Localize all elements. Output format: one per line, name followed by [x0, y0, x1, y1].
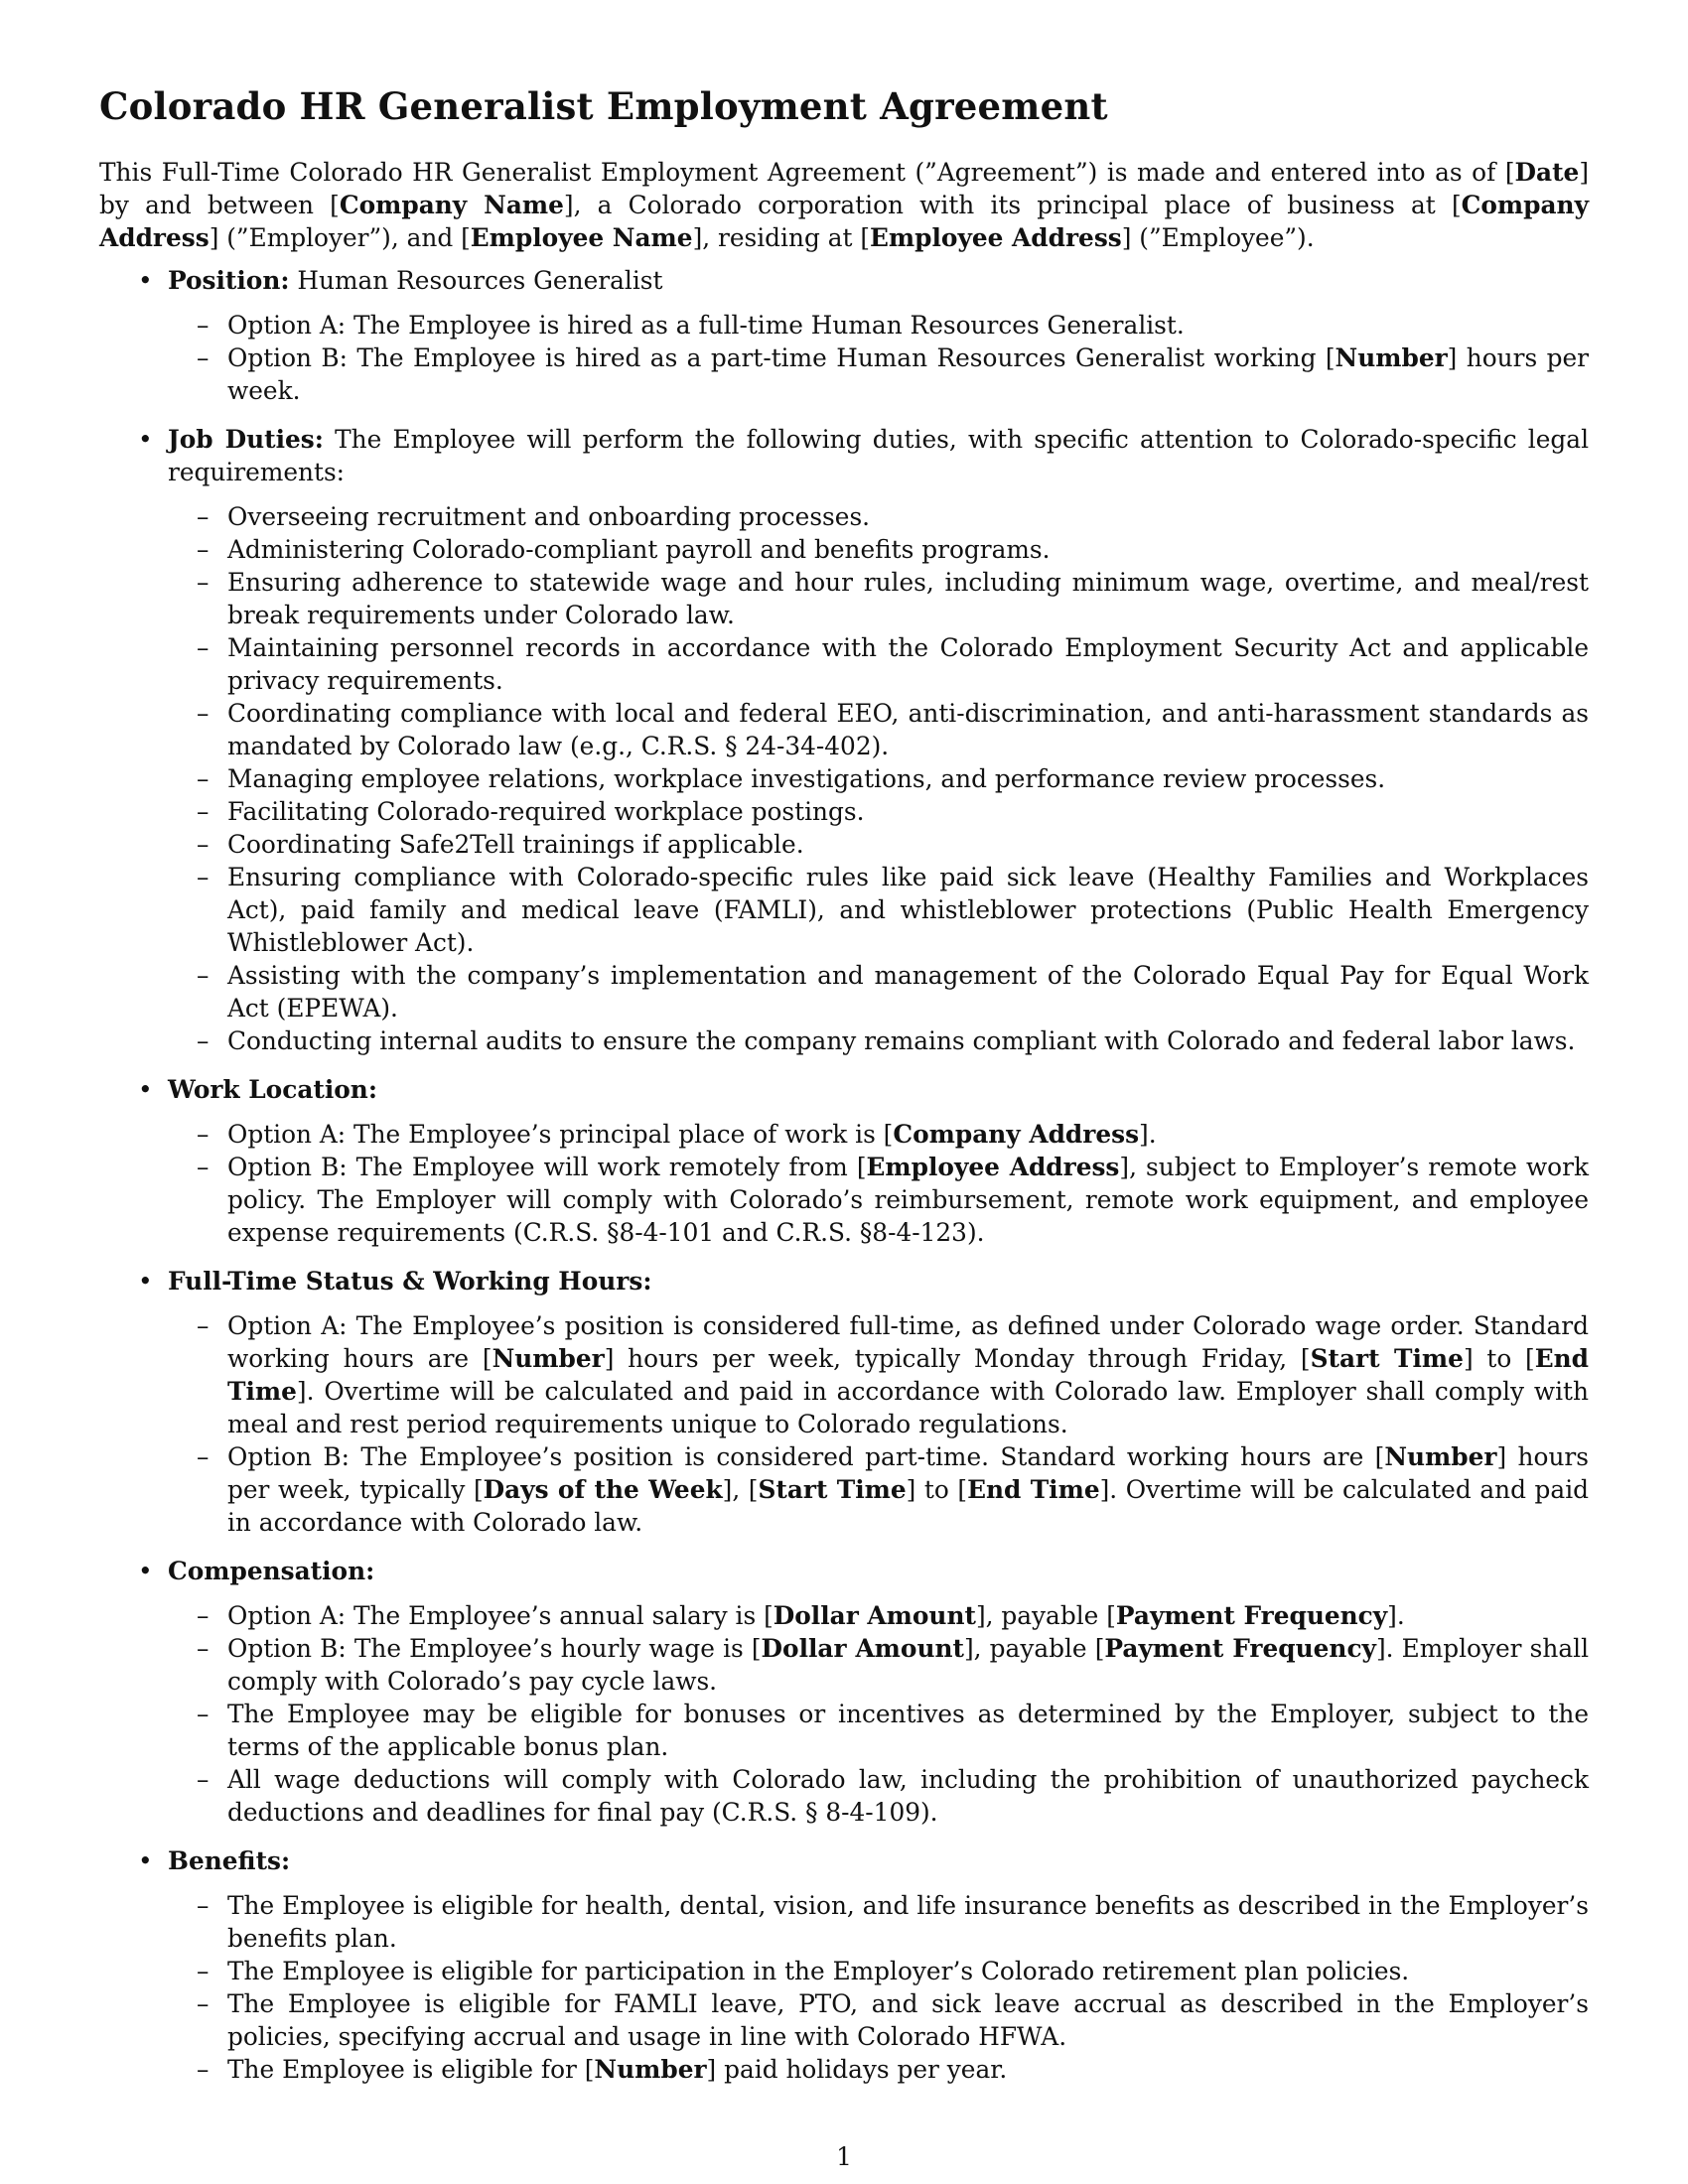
placeholder-days-of-week: Days of the Week: [483, 1475, 723, 1504]
placeholder-company-address: Company Address: [99, 191, 1589, 252]
list-item-text: Facilitating Colorado-required workplace postings.: [227, 797, 865, 826]
list-item-text: ].: [1139, 1120, 1157, 1149]
list-item: [168, 341, 1589, 407]
dash-icon: –: [197, 1891, 210, 1920]
placeholder-employee-address: Employee Address: [870, 223, 1122, 252]
intro-text: ], a Colorado corporation with its principal place of business at [: [563, 191, 1462, 219]
section-working-hours: [99, 1265, 1589, 1539]
dash-icon: –: [197, 633, 210, 662]
list-item-text: The Employee is eligible for participation in the Employer’s Colorado retirement plan policies.: [227, 1957, 1410, 1985]
section-heading-line: [168, 1844, 1589, 1877]
dash-icon: –: [197, 1153, 210, 1181]
list-item-text: All wage deductions will comply with Colorado law, including the prohibition of unauthorized paycheck deductions and deadlines for final pay (C.R.S. § 8-4-109).: [227, 1765, 1589, 1827]
bullet-icon: •: [138, 1557, 153, 1585]
placeholder-company-name: Company Name: [339, 191, 564, 219]
intro-text: ] by and between [: [99, 158, 1589, 219]
placeholder-end-time: End Time: [227, 1344, 1589, 1406]
list-item-text: ] paid holidays per year.: [706, 2055, 1008, 2084]
section-heading-line: [168, 423, 1589, 488]
list-item-text: Assisting with the company’s implementation and management of the Colorado Equal Pay for Equal Work Act (EPEWA).: [227, 961, 1589, 1023]
list-item-text: Option B: The Employee’s hourly wage is [: [227, 1634, 762, 1663]
document-page: [99, 84, 1589, 2102]
list-item: [168, 795, 1589, 828]
dash-icon: –: [197, 2055, 210, 2084]
list-item-text: Option A: The Employee is hired as a full-time Human Resources Generalist.: [227, 311, 1185, 340]
list-item-text: ]. Overtime will be calculated and paid in accordance with Colorado law. Employer shall comply with meal and rest period requirements unique to Colorado regulations.: [227, 1377, 1589, 1438]
placeholder-start-time: Start Time: [1310, 1344, 1464, 1373]
placeholder-dollar-amount: Dollar Amount: [761, 1634, 964, 1663]
placeholder-employee-name: Employee Name: [470, 223, 693, 252]
list-item-text: ]. Employer shall comply with Colorado’s pay cycle laws.: [227, 1634, 1589, 1696]
section-heading-line: [168, 1555, 1589, 1587]
list-item-text: Administering Colorado-compliant payroll and benefits programs.: [227, 535, 1051, 564]
dash-icon: –: [197, 797, 210, 826]
list-item-text: The Employee is eligible for [: [227, 2055, 595, 2084]
list-item-text: Conducting internal audits to ensure the company remains compliant with Colorado and federal labor laws.: [227, 1026, 1576, 1055]
dash-icon: –: [197, 1026, 210, 1055]
list-item: [168, 861, 1589, 959]
placeholder-payment-frequency: Payment Frequency: [1115, 1601, 1388, 1630]
intro-text: ], residing at [: [692, 223, 871, 252]
dash-icon: –: [197, 1700, 210, 1728]
section-benefits: [99, 1844, 1589, 2086]
list-item-text: Ensuring compliance with Colorado-specific rules like paid sick leave (Healthy Families and Workplaces Act), paid family and medical leave (FAMLI), and whistleblower protections (Public Health Emergency Whistleblower Act).: [227, 863, 1589, 957]
benefits-list: [168, 1889, 1589, 2086]
section-heading: Position:: [168, 266, 290, 295]
dash-icon: –: [197, 863, 210, 891]
document-title: Colorado HR Generalist Employment Agreement: [99, 84, 1108, 128]
list-item: [168, 697, 1589, 762]
list-item: [168, 1024, 1589, 1057]
position-options: [168, 309, 1589, 407]
list-item-text: Coordinating Safe2Tell trainings if applicable.: [227, 830, 804, 859]
list-item-text: ], payable [: [963, 1634, 1105, 1663]
list-item-text: The Employee is eligible for FAMLI leave, PTO, and sick leave accrual as described in the Employer’s policies, specifying accrual and usage in line with Colorado HFWA.: [227, 1989, 1589, 2051]
section-heading: Benefits:: [168, 1846, 291, 1875]
list-item: [168, 566, 1589, 631]
list-item: [168, 828, 1589, 861]
list-item-text: Option A: The Employee’s position is considered full-time, as defined under Colorado wage order. Standard working hours are [: [227, 1311, 1589, 1373]
dash-icon: –: [197, 961, 210, 990]
dash-icon: –: [197, 764, 210, 793]
list-item-text: Maintaining personnel records in accordance with the Colorado Employment Security Act and applicable privacy requirements.: [227, 633, 1589, 695]
dash-icon: –: [197, 343, 210, 372]
list-item-text: Option B: The Employee will work remotely from [: [227, 1153, 867, 1181]
dash-icon: –: [197, 1989, 210, 2018]
list-item-text: Ensuring adherence to statewide wage and hour rules, including minimum wage, overtime, and meal/rest break requirements under Colorado law.: [227, 568, 1589, 629]
compensation-options: [168, 1599, 1589, 1829]
list-item-text: Managing employee relations, workplace investigations, and performance review processes.: [227, 764, 1386, 793]
bullet-icon: •: [138, 266, 153, 295]
section-heading-line: [168, 1265, 1589, 1297]
list-item: [168, 1889, 1589, 1955]
list-item-text: ].: [1387, 1601, 1405, 1630]
section-heading-line: [168, 1073, 1589, 1106]
list-item-text: ], subject to Employer’s remote work policy. The Employer will comply with Colorado’s reimbursement, remote work equipment, and employee expense requirements (C.R.S. §8-4-101 and C.R.S. §8-4-123).: [227, 1153, 1589, 1247]
list-item: [168, 1955, 1589, 1987]
dash-icon: –: [197, 699, 210, 728]
list-item: [168, 1309, 1589, 1440]
placeholder-end-time: End Time: [967, 1475, 1100, 1504]
list-item-text: Option B: The Employee’s position is considered part-time. Standard working hours are [: [227, 1442, 1385, 1471]
placeholder-date: Date: [1514, 158, 1580, 187]
sections-list: [99, 264, 1589, 2086]
section-heading: Work Location:: [168, 1075, 377, 1104]
section-position: [99, 264, 1589, 407]
list-item: [168, 1987, 1589, 2053]
list-item-text: ], [: [722, 1475, 759, 1504]
dash-icon: –: [197, 502, 210, 531]
list-item: [168, 1118, 1589, 1151]
bullet-icon: •: [138, 1846, 153, 1875]
list-item-text: ] to [: [1463, 1344, 1535, 1373]
placeholder-number: Number: [492, 1344, 605, 1373]
dash-icon: –: [197, 1311, 210, 1340]
placeholder-number: Number: [1335, 343, 1448, 372]
hours-options: [168, 1309, 1589, 1539]
placeholder-start-time: Start Time: [758, 1475, 907, 1504]
dash-icon: –: [197, 311, 210, 340]
section-compensation: [99, 1555, 1589, 1829]
dash-icon: –: [197, 1765, 210, 1794]
dash-icon: –: [197, 1120, 210, 1149]
list-item-text: ] hours per week.: [227, 343, 1589, 405]
list-item-text: ]. Overtime will be calculated and paid in accordance with Colorado law.: [227, 1475, 1590, 1537]
list-item: [168, 1763, 1589, 1829]
list-item: [168, 1599, 1589, 1632]
list-item-text: Coordinating compliance with local and federal EEO, anti-discrimination, and anti-harassment standards as mandated by Colorado law (e.g., C.R.S. § 24-34-402).: [227, 699, 1589, 760]
list-item: [168, 2053, 1589, 2086]
section-heading: Job Duties:: [168, 425, 324, 454]
location-options: [168, 1118, 1589, 1249]
dash-icon: –: [197, 1957, 210, 1985]
section-job-duties: [99, 423, 1589, 1057]
placeholder-payment-frequency: Payment Frequency: [1104, 1634, 1376, 1663]
section-work-location: [99, 1073, 1589, 1249]
dash-icon: –: [197, 535, 210, 564]
list-item: [168, 959, 1589, 1024]
list-item-text: ] to [: [906, 1475, 968, 1504]
list-item: [168, 533, 1589, 566]
dash-icon: –: [197, 1634, 210, 1663]
placeholder-company-address: Company Address: [893, 1120, 1140, 1149]
list-item-text: The Employee may be eligible for bonuses or incentives as determined by the Employer, subject to the terms of the applicable bonus plan.: [227, 1700, 1589, 1761]
list-item: [168, 762, 1589, 795]
placeholder-employee-address: Employee Address: [866, 1153, 1120, 1181]
dash-icon: –: [197, 568, 210, 597]
bullet-icon: •: [138, 425, 153, 454]
placeholder-number: Number: [594, 2055, 707, 2084]
placeholder-dollar-amount: Dollar Amount: [773, 1601, 976, 1630]
list-item: [168, 631, 1589, 697]
placeholder-number: Number: [1384, 1442, 1497, 1471]
duties-list: [168, 500, 1589, 1057]
page-number: 1: [836, 2142, 852, 2171]
list-item-text: Overseeing recruitment and onboarding processes.: [227, 502, 871, 531]
list-item-text: The Employee is eligible for health, dental, vision, and life insurance benefits as described in the Employer’s benefits plan.: [227, 1891, 1589, 1953]
list-item: [168, 309, 1589, 341]
list-item: [168, 500, 1589, 533]
intro-text: ] (”Employer”), and [: [209, 223, 471, 252]
list-item-text: Option A: The Employee’s principal place of work is [: [227, 1120, 894, 1149]
list-item: [168, 1440, 1589, 1539]
list-item-text: ] hours per week, typically Monday through Friday, [: [604, 1344, 1311, 1373]
section-heading: Full-Time Status & Working Hours:: [168, 1267, 652, 1296]
dash-icon: –: [197, 1442, 210, 1471]
bullet-icon: •: [138, 1267, 153, 1296]
list-item: [168, 1698, 1589, 1763]
section-heading-text: The Employee will perform the following duties, with specific attention to Colorado-specific legal requirements:: [168, 425, 1589, 486]
intro-text: This Full-Time Colorado HR Generalist Employment Agreement (”Agreement”) is made and entered into as of [: [99, 158, 1515, 187]
list-item-text: Option A: The Employee’s annual salary is [: [227, 1601, 774, 1630]
section-heading-line: [168, 264, 1589, 297]
intro-paragraph: [99, 156, 1589, 254]
dash-icon: –: [197, 830, 210, 859]
section-heading-text: Human Resources Generalist: [289, 266, 663, 295]
dash-icon: –: [197, 1601, 210, 1630]
intro-text: ] (”Employee”).: [1121, 223, 1315, 252]
list-item: [168, 1632, 1589, 1698]
section-heading: Compensation:: [168, 1557, 375, 1585]
list-item: [168, 1151, 1589, 1249]
list-item-text: ] hours per week, typically [: [227, 1442, 1589, 1504]
bullet-icon: •: [138, 1075, 153, 1104]
list-item-text: ], payable [: [975, 1601, 1116, 1630]
list-item-text: Option B: The Employee is hired as a part-time Human Resources Generalist working [: [227, 343, 1336, 372]
